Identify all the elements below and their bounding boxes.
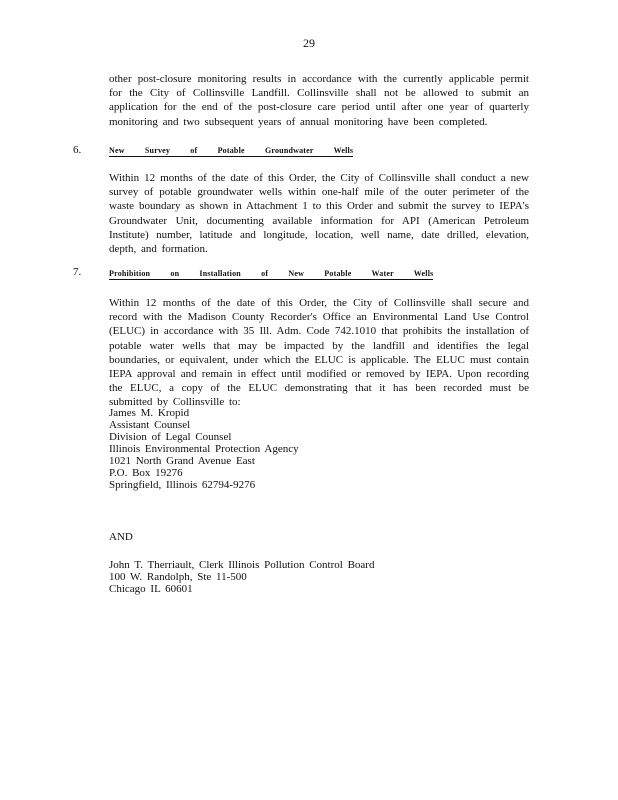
item-7-number: 7. [73,266,82,278]
page-number: 29 [303,36,315,50]
address-line: Assistant Counsel [109,419,191,431]
conjunction-and: AND [109,531,133,543]
address-line: 1021 North Grand Avenue East [109,455,255,467]
address-line: Illinois Environmental Protection Agency [109,443,299,455]
address-line: 100 W. Randolph, Ste 11-500 [109,571,247,583]
item-6-body: Within 12 months of the date of this Order, the City of Collinsville shall conduct a new survey of potable groundwater wells within one-half mile of the outer perimeter of the waste boundary as shown in Attachment 1 to this Order and submit the survey to IEPA's Groundwater Unit, documenting available information for API (American Petroleum Institute) number, latitude and longitude, location, well name, date drilled, elevation, depth, and formation. [109,172,529,256]
intro-paragraph: other post-closure monitoring results in accordance with the currently applicable permit for the City of Collinsville Landfill. Collinsville shall not be allowed to submit an application for the end of the post-closure care period until after one year of quarterly monitoring and two subsequent years of annual monitoring have been completed. [109,73,529,128]
item-6-heading: New Survey of Potable Groundwater Wells [109,146,354,155]
item-6-number: 6. [73,144,82,156]
address-line: Springfield, Illinois 62794-9276 [109,479,256,491]
address-block-iepa [109,407,299,491]
address-line: Division of Legal Counsel [109,431,232,443]
address-line: James M. Kropid [109,407,190,419]
item-7-body: Within 12 months of the date of this Order, the City of Collinsville shall secure and record with the Madison County Recorder's Office an Environmental Land Use Control (ELUC) in accordance with 35 Ill. Adm. Code 742.1010 that prohibits the installation of potable water wells that may be impacted by the landfill and identifies the legal boundaries, or equivalent, under which the ELUC is applicable. The ELUC must contain IEPA approval and remain in effect until modified or removed by IEPA. Upon recording the ELUC, a copy of the ELUC demonstrating that it has been recorded must be submitted by Collinsville to: [109,297,529,409]
address-block-pcb [109,559,374,595]
address-line: John T. Therriault, Clerk Illinois Pollution Control Board [109,559,375,571]
address-line: P.O. Box 19276 [109,467,183,479]
address-line: Chicago IL 60601 [109,583,193,595]
item-7-heading: Prohibition on Installation of New Potable Water Wells [109,269,434,278]
